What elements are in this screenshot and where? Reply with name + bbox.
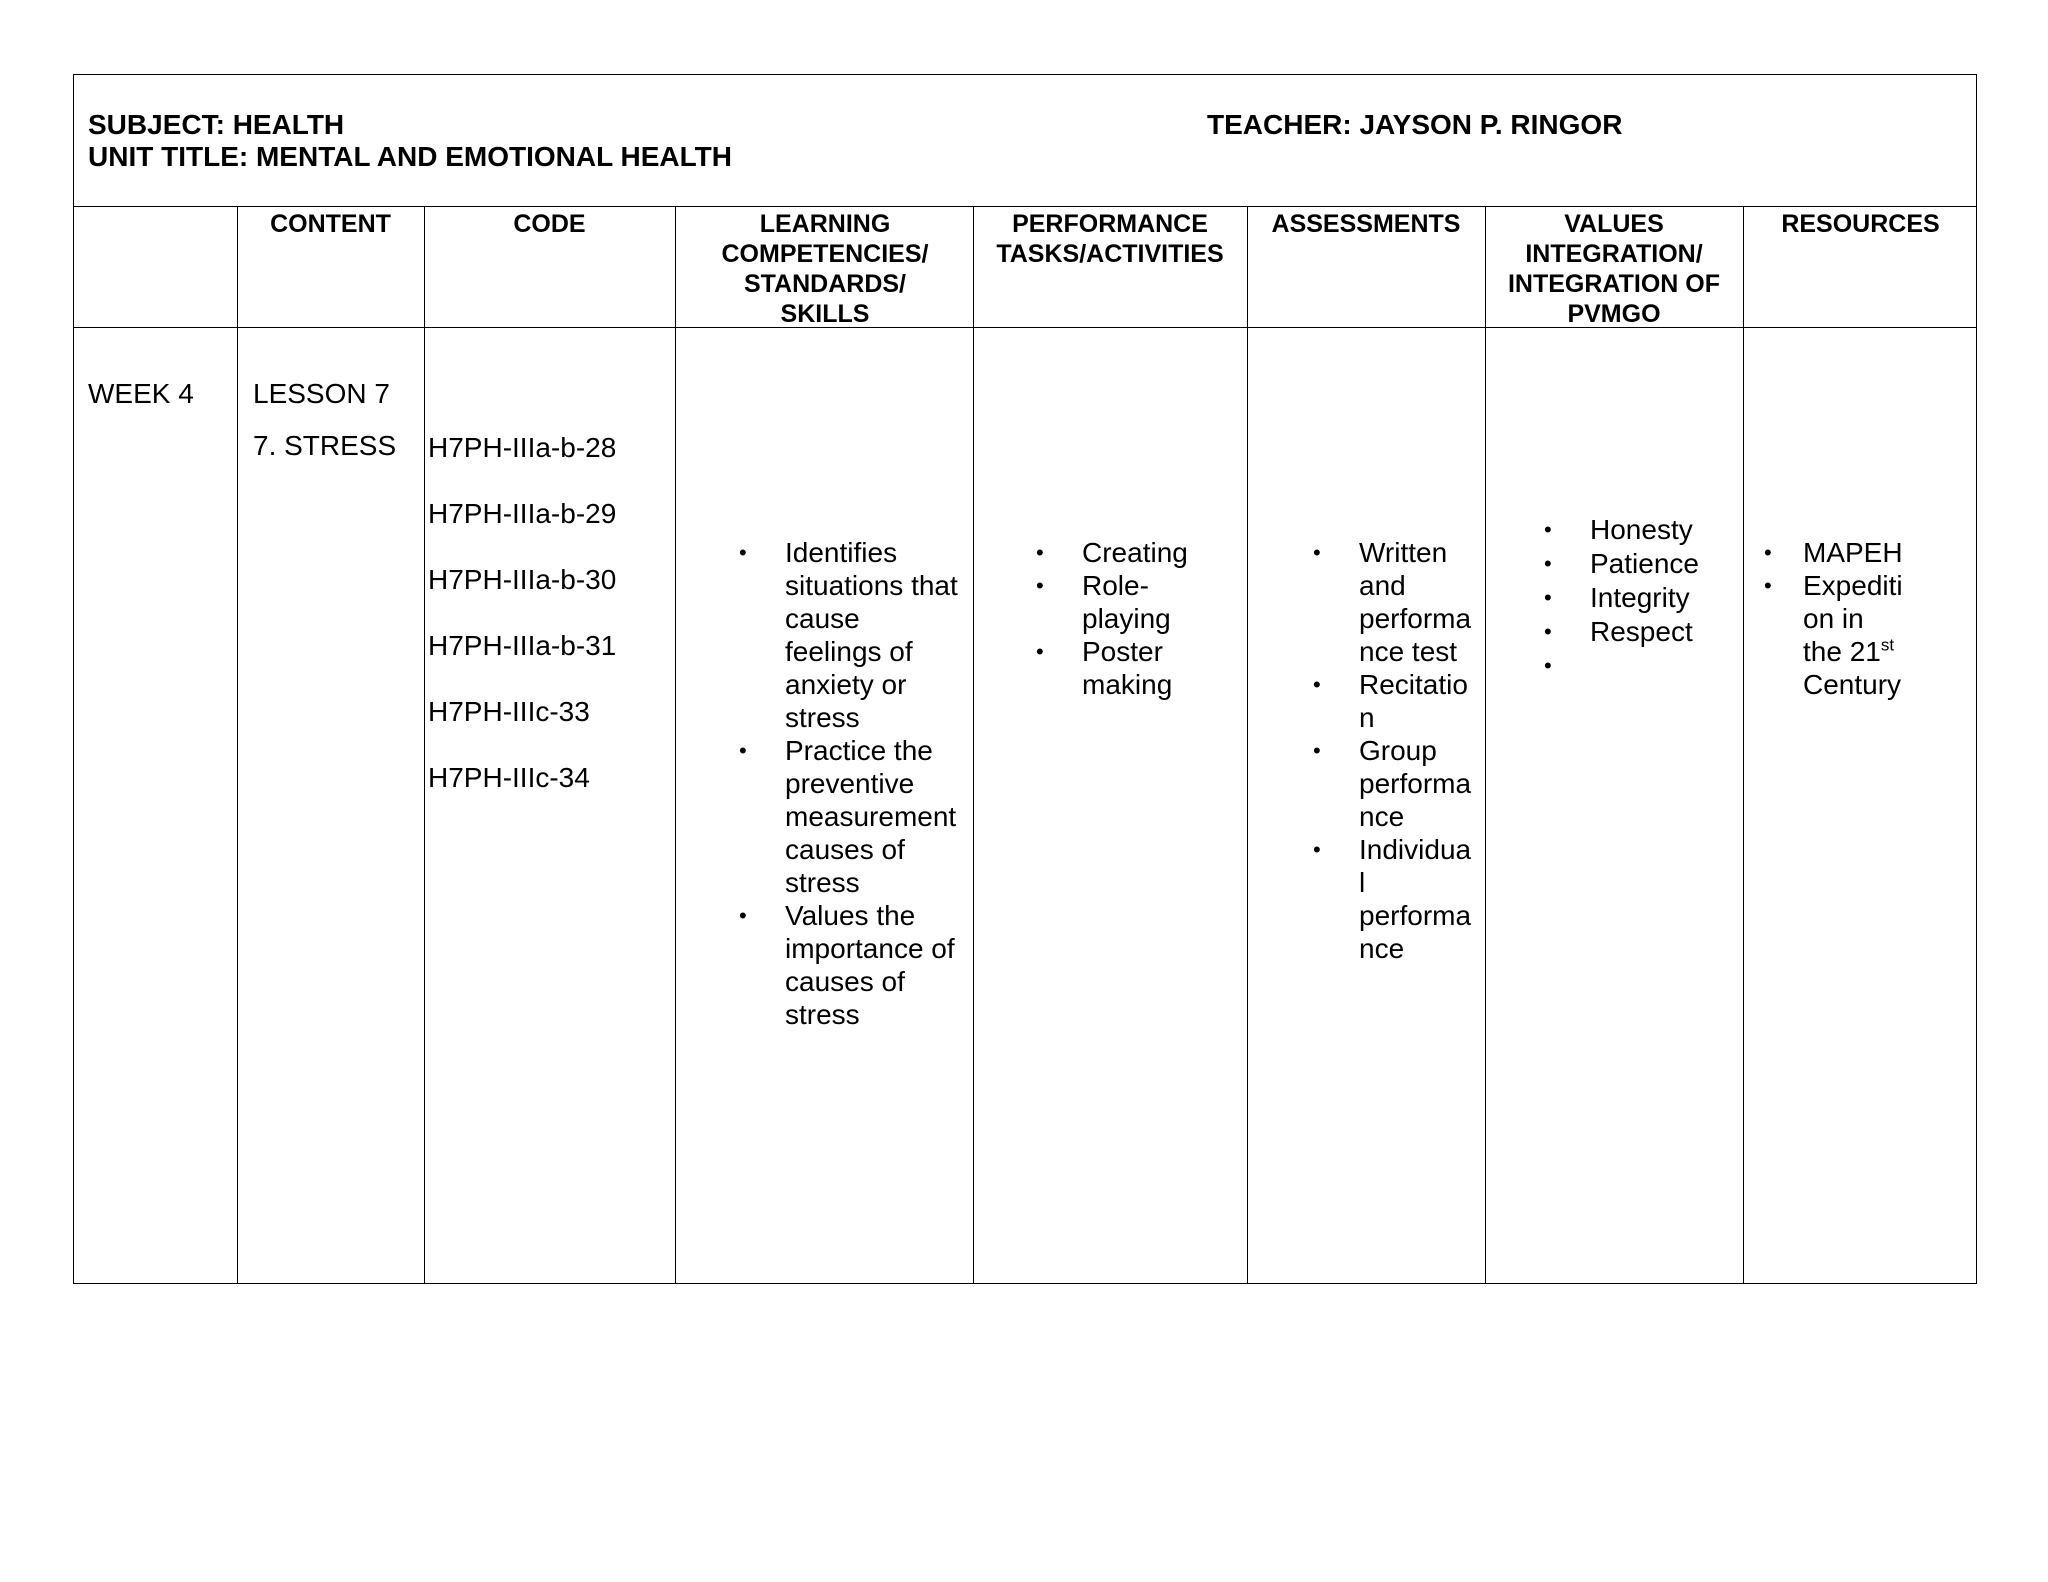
list-item-line: stress bbox=[785, 702, 860, 733]
code-item: H7PH-IIIa-b-31 bbox=[428, 630, 617, 661]
ordinal-suffix: st bbox=[1880, 635, 1895, 655]
list-item-line: measurement bbox=[785, 801, 957, 832]
column-header-competencies: LEARNING COMPETENCIES/ STANDARDS/ SKILLS bbox=[721, 210, 929, 328]
column-header-code: CODE bbox=[513, 210, 586, 238]
bullet-icon: • bbox=[1036, 540, 1044, 565]
bullet-icon: • bbox=[1313, 738, 1321, 763]
list-item-line: Creating bbox=[1082, 537, 1188, 568]
column-divider bbox=[1485, 207, 1486, 1283]
bullet-icon: • bbox=[1313, 672, 1321, 697]
column-divider bbox=[237, 207, 238, 1283]
list-item-line: nce bbox=[1359, 801, 1405, 832]
column-header-assessments: ASSESSMENTS bbox=[1271, 210, 1461, 238]
list-item-line: and bbox=[1359, 570, 1406, 601]
list-item-line: playing bbox=[1082, 603, 1171, 634]
bullet-icon: • bbox=[1313, 837, 1321, 862]
week-label: WEEK 4 bbox=[88, 378, 194, 409]
value-item: Patience bbox=[1590, 548, 1699, 579]
list-item-line: performa bbox=[1359, 768, 1472, 799]
resource-item: MAPEH bbox=[1803, 537, 1903, 568]
column-divider bbox=[424, 207, 425, 1283]
lesson-label: LESSON 7 bbox=[253, 378, 390, 409]
bullet-icon: • bbox=[1544, 653, 1552, 678]
list-item-line: Role- bbox=[1082, 570, 1149, 601]
list-item-line: Poster bbox=[1082, 636, 1163, 667]
unit-title-label: UNIT TITLE: MENTAL AND EMOTIONAL HEALTH bbox=[88, 141, 732, 172]
bullet-icon: • bbox=[1036, 573, 1044, 598]
teacher-label: TEACHER: JAYSON P. RINGOR bbox=[1207, 109, 1623, 140]
list-item-line: Values the bbox=[785, 900, 916, 931]
list-item-line: Individua bbox=[1359, 834, 1472, 865]
column-header-performance: PERFORMANCE TASKS/ACTIVITIES bbox=[996, 210, 1224, 268]
list-item-line: making bbox=[1082, 669, 1173, 700]
list-item-line: Group bbox=[1359, 735, 1437, 766]
resource-item-line: on in bbox=[1803, 603, 1864, 634]
list-item-line: situations that bbox=[785, 570, 958, 601]
code-item: H7PH-IIIc-33 bbox=[428, 696, 590, 727]
list-item-line: causes of bbox=[785, 966, 905, 997]
resource-item-line: Century bbox=[1803, 669, 1902, 700]
list-item-line: importance of bbox=[785, 933, 955, 964]
resource-item-text: the 21 bbox=[1803, 636, 1881, 667]
list-item-line: performa bbox=[1359, 603, 1472, 634]
bullet-icon: • bbox=[1544, 517, 1552, 542]
bullet-icon: • bbox=[1544, 585, 1552, 610]
bullet-icon: • bbox=[739, 738, 747, 763]
list-item-line: Written bbox=[1359, 537, 1448, 568]
list-item-line: performa bbox=[1359, 900, 1472, 931]
list-item-line: stress bbox=[785, 867, 860, 898]
column-header-values: VALUES INTEGRATION/ INTEGRATION OF PVMGO bbox=[1507, 210, 1721, 328]
code-item: H7PH-IIIa-b-30 bbox=[428, 564, 617, 595]
list-item-line: preventive bbox=[785, 768, 915, 799]
list-item-line: feelings of bbox=[785, 636, 913, 667]
list-item-line: Recitatio bbox=[1359, 669, 1468, 700]
bullet-icon: • bbox=[1544, 551, 1552, 576]
lesson-plan-table bbox=[73, 74, 1977, 1284]
list-item-line: nce bbox=[1359, 933, 1405, 964]
list-item-line: nce test bbox=[1359, 636, 1458, 667]
value-item: Respect bbox=[1590, 616, 1693, 647]
bullet-icon: • bbox=[739, 903, 747, 928]
column-divider bbox=[973, 207, 974, 1283]
list-item-line: stress bbox=[785, 999, 860, 1030]
table-grid bbox=[74, 207, 1976, 1283]
value-item: Integrity bbox=[1590, 582, 1690, 613]
code-item: H7PH-IIIa-b-29 bbox=[428, 498, 617, 529]
column-header-resources: RESOURCES bbox=[1781, 210, 1940, 238]
list-item-line: l bbox=[1359, 867, 1366, 898]
list-item-line: causes of bbox=[785, 834, 905, 865]
column-divider bbox=[675, 207, 676, 1283]
bullet-icon: • bbox=[1313, 540, 1321, 565]
column-header-content: CONTENT bbox=[270, 210, 391, 238]
bullet-icon: • bbox=[1764, 573, 1772, 598]
code-item: H7PH-IIIc-34 bbox=[428, 762, 590, 793]
bullet-icon: • bbox=[1036, 639, 1044, 664]
list-item-line: n bbox=[1359, 702, 1375, 733]
value-item: Honesty bbox=[1590, 514, 1693, 545]
list-item-line: cause bbox=[785, 603, 860, 634]
subject-label: SUBJECT: HEALTH bbox=[88, 109, 345, 140]
resource-item-line: Expediti bbox=[1803, 570, 1903, 601]
topic-label: 7. STRESS bbox=[253, 430, 397, 461]
bullet-icon: • bbox=[1544, 619, 1552, 644]
list-item-line: Identifies bbox=[785, 537, 898, 568]
column-divider bbox=[1743, 207, 1744, 1283]
bullet-icon: • bbox=[739, 540, 747, 565]
table-header bbox=[74, 75, 1976, 207]
bullet-icon: • bbox=[1764, 540, 1772, 565]
code-item: H7PH-IIIa-b-28 bbox=[428, 432, 617, 463]
column-divider bbox=[1247, 207, 1248, 1283]
resource-item-line bbox=[1803, 635, 1894, 668]
list-item-line: Practice the bbox=[785, 735, 933, 766]
list-item-line: anxiety or bbox=[785, 669, 907, 700]
